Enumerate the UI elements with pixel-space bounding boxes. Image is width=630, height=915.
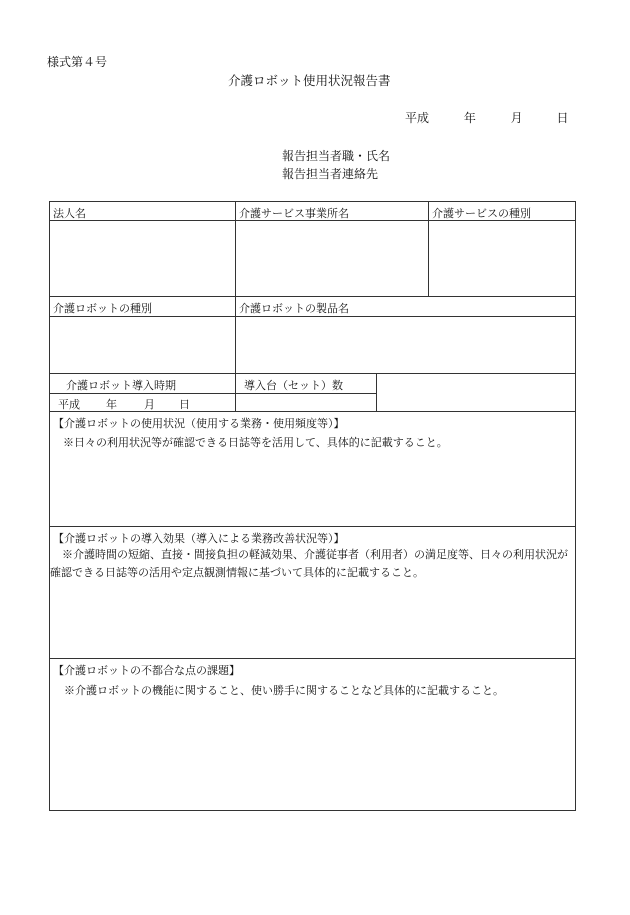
effect-heading: 【介護ロボットの導入効果（導入による業務改善状況等）】 xyxy=(53,532,345,545)
corp-name-label: 法人名 xyxy=(53,207,86,220)
col-divider xyxy=(235,373,236,411)
intro-date-era: 平成 xyxy=(58,398,80,411)
intro-date xyxy=(58,396,190,412)
effect-note: ※介護時間の短縮、直接・間接負担の軽減効果、介護従事者（利用者）の満足度等、日々の利用状況が確認できる日誌等の活用や定点観測情報に基づいて具体的に記載すること。 xyxy=(50,548,568,579)
service-type-label: 介護サービスの種別 xyxy=(432,207,531,220)
reporter-contact-label: 報告担当者連絡先 xyxy=(282,167,379,181)
date-year: 年 xyxy=(463,111,476,125)
intro-date-year: 年 xyxy=(106,398,117,411)
row-divider xyxy=(49,393,376,394)
row-divider xyxy=(49,411,576,412)
usage-note: ※日々の利用状況等が確認できる日誌等を活用して、具体的に記載すること。 xyxy=(63,436,448,449)
row-divider xyxy=(49,316,576,317)
row-divider xyxy=(49,658,576,659)
intro-count-label: 導入台（セット）数 xyxy=(244,379,343,392)
row-divider xyxy=(49,373,576,374)
intro-date-day: 日 xyxy=(179,398,190,411)
col-divider xyxy=(428,201,429,296)
robot-product-label: 介護ロボットの製品名 xyxy=(239,302,349,315)
date-day: 日 xyxy=(556,111,569,125)
report-table xyxy=(49,201,576,811)
office-name-label: 介護サービス事業所名 xyxy=(239,207,349,220)
issues-heading: 【介護ロボットの不都合な点の課題】 xyxy=(53,664,240,677)
intro-period-label: 介護ロボット導入時期 xyxy=(66,379,176,392)
report-date xyxy=(405,109,569,126)
col-divider xyxy=(235,201,236,296)
form-number: 様式第４号 xyxy=(47,55,108,69)
row-divider xyxy=(49,296,576,297)
col-divider xyxy=(235,296,236,373)
issues-note: ※介護ロボットの機能に関すること、使い勝手に関することなど具体的に記載すること。 xyxy=(64,684,504,697)
document-title: 介護ロボット使用状況報告書 xyxy=(228,73,391,88)
reporter-name-label: 報告担当者職・氏名 xyxy=(282,149,391,163)
row-divider xyxy=(49,526,576,527)
usage-heading: 【介護ロボットの使用状況（使用する業務・使用頻度等）】 xyxy=(53,417,345,430)
date-era: 平成 xyxy=(405,111,430,125)
date-month: 月 xyxy=(510,111,523,125)
col-divider xyxy=(376,373,377,411)
robot-type-label: 介護ロボットの種別 xyxy=(53,302,152,315)
intro-date-month: 月 xyxy=(144,398,155,411)
